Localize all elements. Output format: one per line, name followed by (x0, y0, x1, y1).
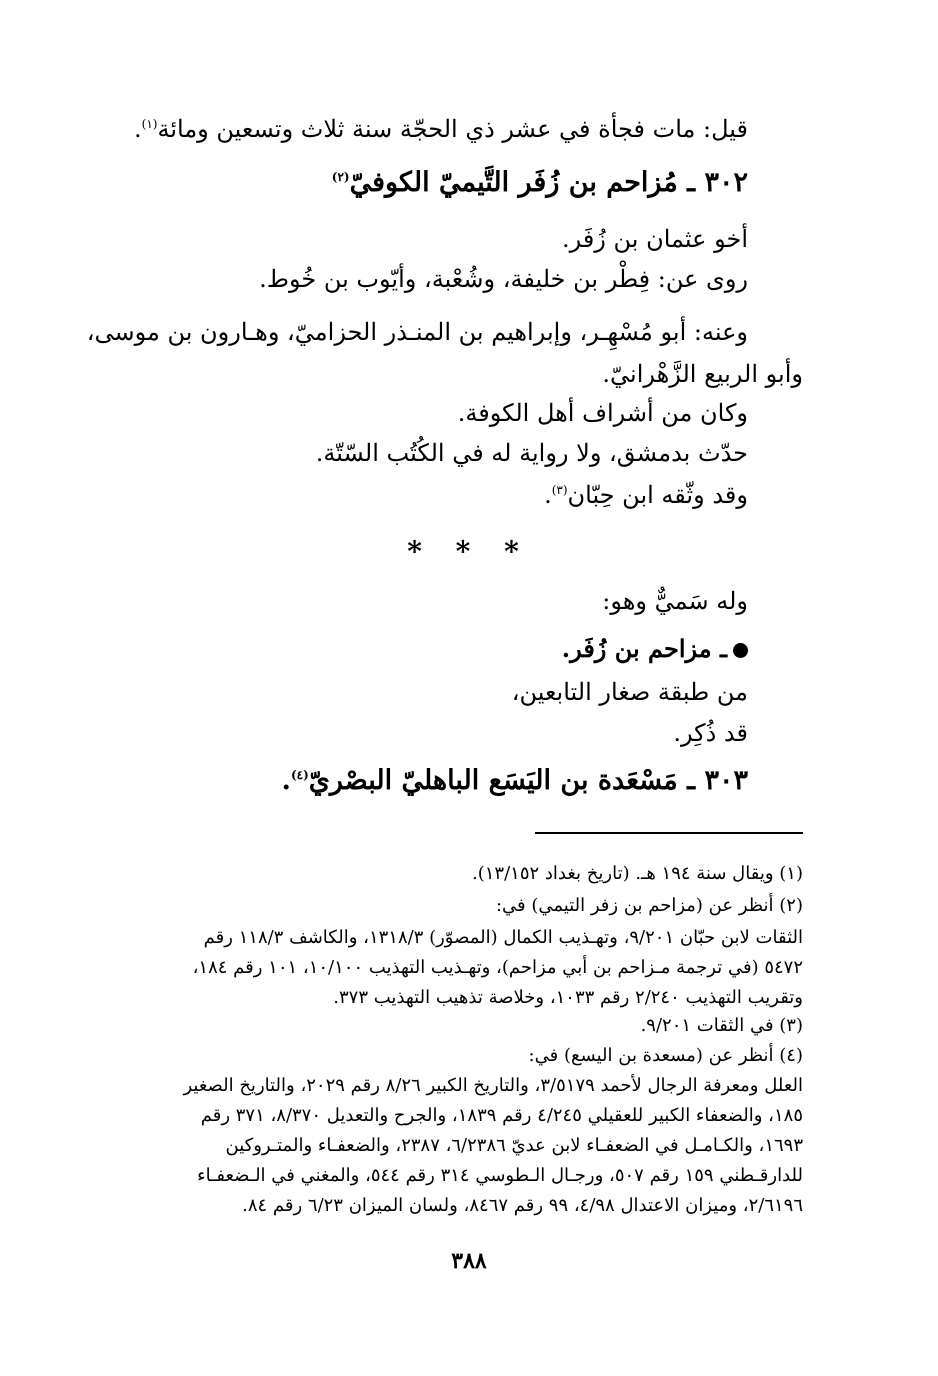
text-line-trusted (544, 478, 748, 512)
footnote-4-line-4: للدارقـطني ١٥٩ رقم ٥٠٧، ورجـال الـطوسي ٣١٤ رقم ٥٤٤، والمغني في الـضعفـاء (197, 1165, 803, 1186)
death-note-text: قيل: مات فجأة في عشر ذي الحجّة سنة ثلاث وتسعين ومائة (157, 115, 748, 143)
text-line-damascus: حدّث بدمشق، ولا رواية له في الكُتُب السّتّة. (315, 439, 748, 467)
text-line-death-note: قيل: مات فجأة في عشر ذي الحجّة سنة ثلاث وتسعين ومائة$^{(١)}$. (134, 115, 748, 143)
entry-302-title: ٣٠٢ ـ مُزاحم بن زُفَر التَّيميّ الكوفيّ (349, 167, 748, 198)
text-line-namesake: وله سَميٌّ وهو: (602, 587, 748, 615)
footnote-2-line-1: الثقات لابن حبّان ٩/٢٠١، وتهـذيب الكمال (المصوّر) ١٣١٨/٣، والكاشف ١١٨/٣ رقم (203, 927, 803, 948)
bullet-icon (733, 643, 748, 658)
entry-302-heading (332, 164, 748, 202)
text-line-narrated-from: روى عن: فِطْر بن خليفة، وشُعْبة، وأيّوب بن خُوط. (259, 265, 748, 293)
footnote-4-line-1: العلل ومعرفة الرجال لأحمد ٣/٥١٧٩، والتاريخ الكبير ٨/٢٦ رقم ٢٠٢٩، والتاريخ الصغير (183, 1075, 803, 1096)
footnote-3: (٣) في الثقات ٩/٢٠١. (640, 1015, 803, 1036)
footnote-4-line-3: ١٦٩٣، والكـامـل في الضعفـاء لابن عديّ ٦/٢٣٨٦، ٢٣٨٧، والضعفـاء والمتـروكين (225, 1135, 803, 1156)
footnote-2-heading: (٢) أنظر عن (مزاحم بن زفر التيمي) في: (495, 895, 803, 916)
text-line-namesake-entry (562, 632, 748, 666)
footnote-ref-2: (٢) (331, 170, 350, 184)
footnote-ref-1: (١) (141, 117, 158, 131)
namesake-entry-text: ـ مزاحم بن زُفَر. (561, 634, 727, 663)
text-line-brother: أخو عثمان بن زُفَر. (561, 225, 748, 253)
section-separator: * * * (407, 535, 531, 568)
text-line-mentioned: قد ذُكِر. (673, 719, 748, 747)
text-line-tabaqa: من طبقة صغار التابعين، (511, 678, 748, 706)
footnote-ref-4: (٤) (290, 768, 309, 782)
footnote-2-line-2: ٥٤٧٢ (في ترجمة مـزاحم بن أبي مزاحم)، وتهـذيب التهذيب ١٠/١٠٠، ١٠١ رقم ١٨٤، (192, 957, 803, 978)
text-line-narrators: وعنه: أبو مُسْهِـر، وإبراهيم بن المنـذر الحزاميّ، وهـارون بن موسى، (86, 318, 748, 346)
footnote-4-heading: (٤) أنظر عن (مسعدة بن اليسع) في: (528, 1045, 803, 1066)
entry-303-heading (282, 762, 748, 800)
footnote-4-line-5: ٢/٦١٩٦، وميزان الاعتدال ٤/٩٨، ٩٩ رقم ٨٤٦٧، ولسان الميزان ٦/٢٣ رقم ٨٤. (242, 1195, 803, 1216)
footnote-1: (١) ويقال سنة ١٩٤ هـ. (تاريخ بغداد ١٣/١٥٢). (472, 863, 803, 884)
entry-303-title: ٣٠٣ ـ مَسْعَدة بن اليَسَع الباهليّ البصْريّ (308, 765, 748, 796)
text-line-nobility: وكان من أشراف أهل الكوفة. (457, 399, 748, 427)
page-number: ٣٨٨ (451, 1248, 487, 1274)
trusted-end: . (544, 481, 552, 509)
text-line-narrators-cont: وأبو الربيع الزَّهْرانيّ. (602, 360, 803, 388)
footnote-4-line-2: ١٨٥، والضعفاء الكبير للعقيلي ٤/٢٤٥ رقم ١٨٣٩، والجرح والتعديل ٨/٣٧٠، ٣٧١ رقم (200, 1105, 803, 1126)
footnote-divider (535, 832, 803, 834)
footnote-2-line-3: وتقريب التهذيب ٢/٢٤٠ رقم ١٠٣٣، وخلاصة تذهيب التهذيب ٣٧٣. (333, 987, 803, 1008)
entry-303-end: . (281, 765, 291, 796)
footnote-ref-3: (٣) (551, 483, 568, 497)
trusted-text: وقد وثّقه ابن حِبّان (567, 481, 748, 509)
